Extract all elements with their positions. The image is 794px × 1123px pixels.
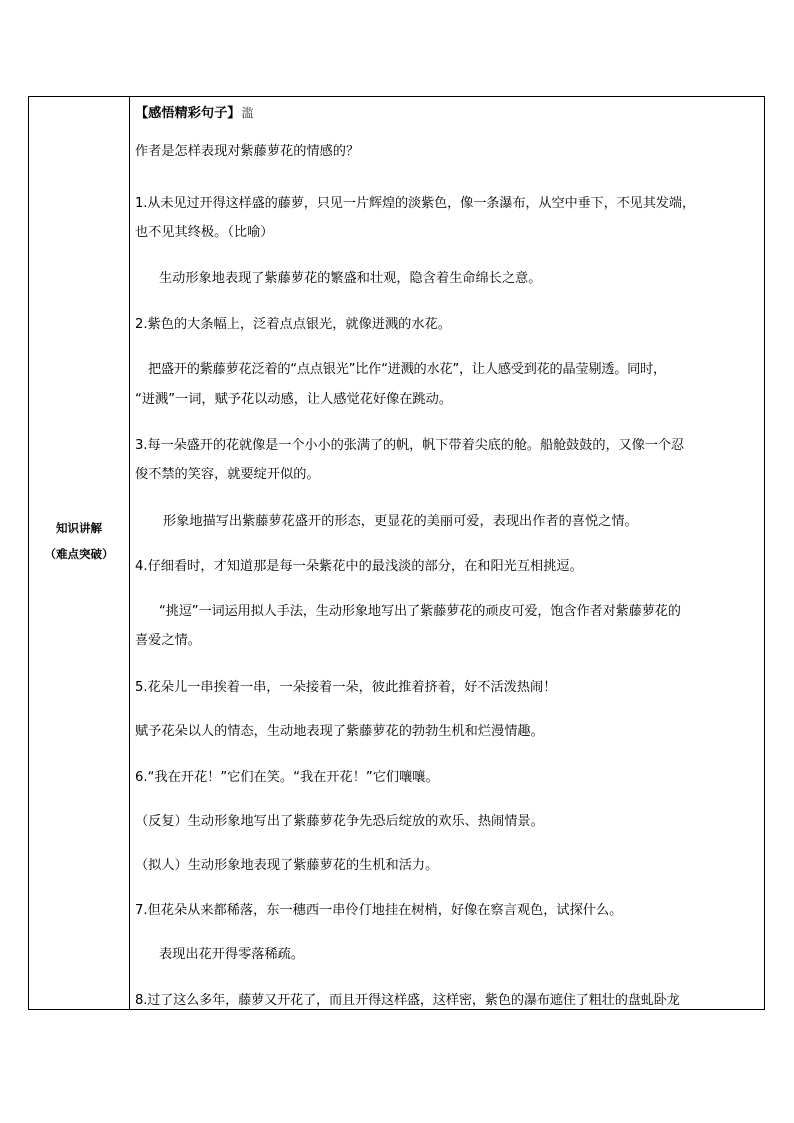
item-3-sentence-line2: 俊不禁的笑容，就要绽开似的。 [135, 467, 320, 482]
item-3-analysis: 形象地描写出紫藤萝花盛开的形态，更显花的美丽可爱，表现出作者的喜悦之情。 [163, 514, 638, 529]
item-4-sentence: 4.仔细看时，才知道那是每一朵紫花中的最浅淡的部分，在和阳光互相挑逗。 [135, 559, 583, 574]
item-6-analysis-b: （拟人）生动形象地表现了紫藤萝花的生机和活力。 [135, 858, 439, 873]
item-2-sentence: 2.紫色的大条幅上，泛着点点银光，就像迸溅的水花。 [135, 317, 451, 332]
row-label-subtitle: （难点突破） [44, 547, 114, 561]
item-4-analysis-line1: “挑逗”一词运用拟人手法，生动形象地写出了紫藤萝花的顽皮可爱，饱含作者对紫藤萝花的 [159, 604, 681, 619]
knowledge-table [28, 96, 765, 1010]
question: 作者是怎样表现对紫藤萝花的情感的？ [135, 144, 360, 159]
item-6-sentence: 6.“我在开花！”它们在笑。“我在开花！”它们嚷嚷。 [135, 770, 439, 785]
item-1-sentence-line1: 1.从未见过开得这样盛的藤萝，只见一片辉煌的淡紫色，像一条瀑布，从空中垂下，不见其发端， [135, 196, 695, 211]
section-heading-tail: 滥 [241, 106, 254, 120]
item-6-analysis-a: （反复）生动形象地写出了紫藤萝花争先恐后绽放的欢乐、热闹情景。 [135, 814, 544, 829]
item-3-sentence-line1: 3.每一朵盛开的花就像是一个小小的张满了的帆，帆下带着尖底的舱。船舱鼓鼓的，又像一个忍 [135, 438, 684, 453]
item-4-analysis-line2: 喜爱之情。 [135, 633, 201, 648]
item-1-analysis: 生动形象地表现了紫藤萝花的繁盛和壮观，隐含着生命绵长之意。 [159, 271, 542, 286]
item-5-sentence: 5.花朵儿一串挨着一串，一朵接着一朵，彼此推着挤着，好不活泼热闹！ [135, 680, 557, 695]
item-2-analysis-line2: “迸溅”一词，赋予花以动感，让人感觉花好像在跳动。 [135, 392, 452, 407]
column-divider [129, 97, 130, 1009]
section-heading [135, 102, 254, 125]
item-2-analysis-line1: 把盛开的紫藤萝花泛着的“点点银光”比作“迸溅的水花”，让人感受到花的晶莹剔透。同时， [148, 362, 666, 377]
item-5-analysis: 赋予花朵以人的情态，生动地表现了紫藤萝花的勃勃生机和烂漫情趣。 [135, 724, 544, 739]
item-1-sentence-line2: 也不见其终极。（比喻） [135, 225, 274, 240]
item-8-sentence: 8.过了这么多年，藤萝又开花了，而且开得这样盛，这样密，紫色的瀑布遮住了粗壮的盘虬卧龙 [135, 993, 680, 1008]
item-7-analysis: 表现出花开得零落稀疏。 [159, 947, 305, 962]
section-heading-title: 【感悟精彩句子】 [135, 106, 241, 121]
row-label-title: 知识讲解 [56, 521, 102, 535]
row-label-cell [29, 515, 129, 567]
item-7-sentence: 7.但花朵从来都稀落，东一穗西一串伶仃地挂在树梢，好像在察言观色，试探什么。 [135, 903, 623, 918]
